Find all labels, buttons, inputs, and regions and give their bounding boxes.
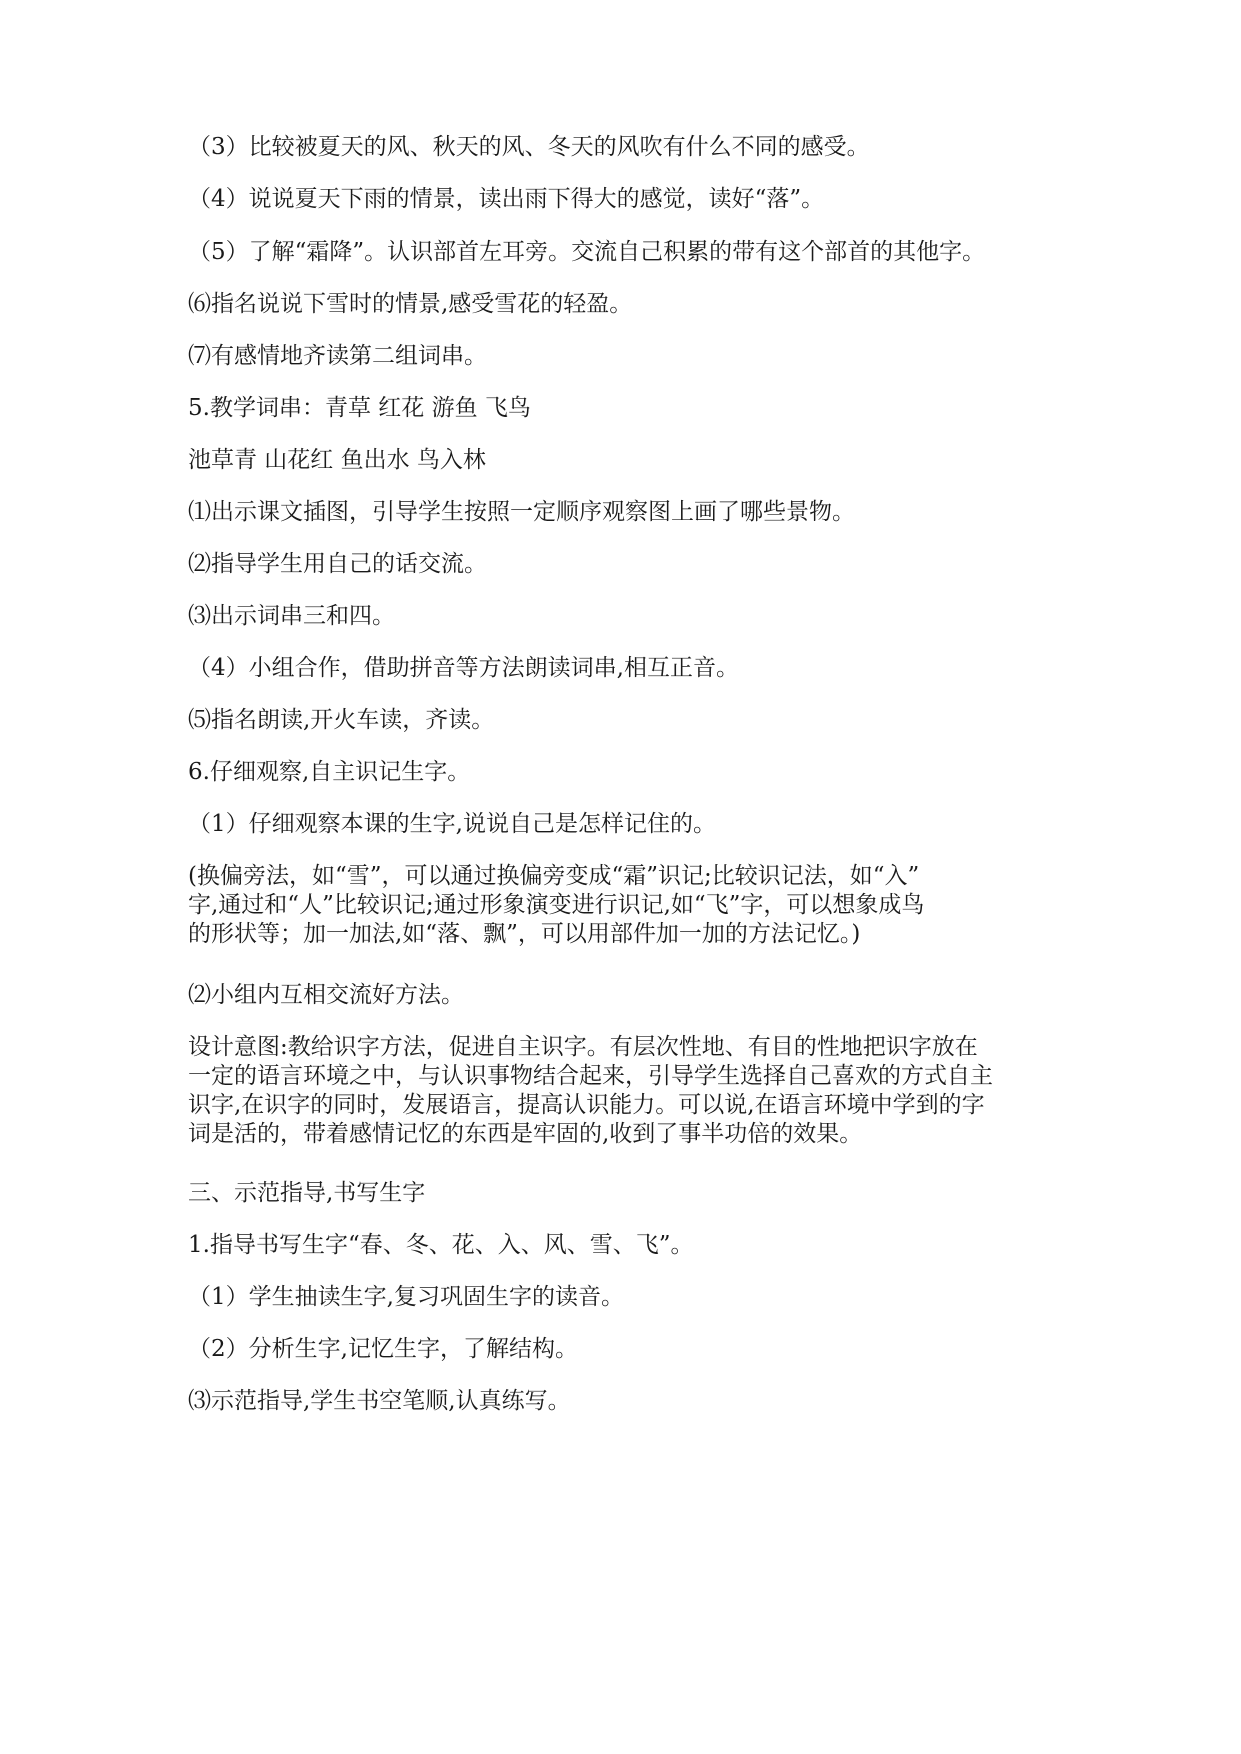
design-intent-line: 设计意图:教给识字方法，促进自主识字。有层次性地、有目的性地把识字放在 [188, 1034, 978, 1060]
design-intent-line: 识字,在识字的同时，发展语言，提高认识能力。可以说,在语言环境中学到的字 [188, 1092, 985, 1118]
item-1-observe: （1）仔细观察本课的生字,说说自己是怎样记住的。 [188, 811, 716, 837]
design-intent-line: 词是活的，带着感情记忆的东西是牢固的,收到了事半功倍的效果。 [188, 1121, 863, 1147]
method-note [188, 862, 1068, 949]
item-1-draw-read: （1）学生抽读生字,复习巩固生字的读音。 [188, 1284, 624, 1310]
word-string-line: 池草青 山花红 鱼出水 鸟入林 [188, 447, 486, 473]
item-4-summer-rain: （4）说说夏天下雨的情景，读出雨下得大的感觉，读好“落”。 [188, 186, 825, 212]
item-7-read-together: ⑺有感情地齐读第二组词串。 [188, 343, 487, 369]
item-5-read-aloud: ⑸指名朗读,开火车读，齐读。 [188, 707, 495, 733]
method-note-line: 的形状等；加一加法,如“落、飘”，可以用部件加一加的方法记忆。) [188, 921, 861, 947]
step-1-writing: 1.指导书写生字“春、冬、花、入、风、雪、飞”。 [188, 1232, 694, 1258]
item-3-show-strings: ⑶出示词串三和四。 [188, 603, 395, 629]
item-1-show-picture: ⑴出示课文插图，引导学生按照一定顺序观察图上画了哪些景物。 [188, 499, 855, 525]
item-5-frost-descent: （5）了解“霜降”。认识部首左耳旁。交流自己积累的带有这个部首的其他字。 [188, 239, 986, 265]
step-5-heading: 5.教学词串：青草 红花 游鱼 飞鸟 [188, 395, 531, 421]
design-intent [188, 1033, 1068, 1149]
method-note-line: (换偏旁法，如“雪”，可以通过换偏旁变成“霜”识记;比较识记法，如“入” [188, 863, 920, 889]
item-2-analyze: （2）分析生字,记忆生字，了解结构。 [188, 1336, 578, 1362]
method-note-line: 字,通过和“人”比较识记;通过形象演变进行识记,如“飞”字，可以想象成鸟 [188, 892, 925, 918]
item-3-seasons-wind: （3）比较被夏天的风、秋天的风、冬天的风吹有什么不同的感受。 [188, 134, 870, 160]
step-6-heading: 6.仔细观察,自主识记生字。 [188, 759, 471, 785]
section-3-heading: 三、示范指导,书写生字 [188, 1180, 426, 1206]
item-2-exchange: ⑵指导学生用自己的话交流。 [188, 551, 487, 577]
item-6-snow-scene: ⑹指名说说下雪时的情景,感受雪花的轻盈。 [188, 291, 633, 317]
item-2-share-methods: ⑵小组内互相交流好方法。 [188, 982, 464, 1008]
item-4-group-work: （4）小组合作，借助拼音等方法朗读词串,相互正音。 [188, 655, 739, 681]
item-3-demonstrate: ⑶示范指导,学生书空笔顺,认真练写。 [188, 1388, 571, 1414]
design-intent-line: 一定的语言环境之中，与认识事物结合起来，引导学生选择自己喜欢的方式自主 [188, 1063, 993, 1089]
